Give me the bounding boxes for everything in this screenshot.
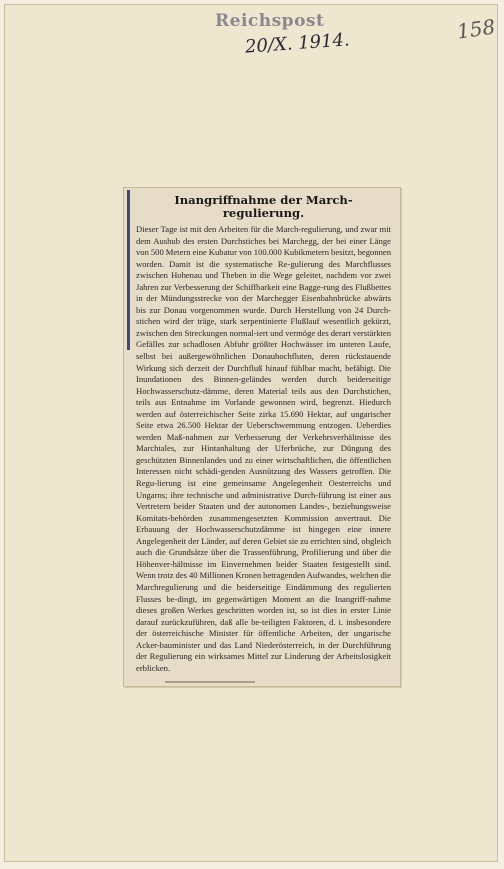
- newspaper-stamp: Reichspost: [215, 11, 325, 31]
- clipping-rule: [165, 681, 255, 683]
- article-title: Inangriffnahme der March-regulierung.: [174, 193, 353, 220]
- margin-mark: [127, 190, 130, 350]
- newspaper-clipping: [123, 187, 401, 687]
- archive-sheet: [4, 4, 498, 862]
- folio-number: 158: [455, 14, 497, 44]
- handwritten-date: 20/X. 1914.: [244, 29, 351, 58]
- article-body: Dieser Tage ist mit den Arbeiten für die March-regulierung, und zwar mit dem Aushub des ersten Durchstiches bei Marchegg, der bei einer Länge von 500 Metern eine Kubatur von 100.000 Kubikmetern besitzt, begonnen worden. Damit ist die systematische Re-gulierung des Marchflusses zwischen Hohenau und Theben in die Wege geleitet, nachdem vor zwei Jahren zur Verbesserung der Schiffbarkeit eine Bagge-rung des Flußbettes in der Mündungsstrecke von der Marchegger Eisenbahnbrücke abwärts bis zur Donau vorgenommen wurde. Durch Herstellung von 24 Durch-stichen wird der träge, stark serpentinierte Flußlauf wesentlich gekürzt, zwischen den Streckungen normal-iert und vermöge des derart verstärkten Gefälles zur schadlosen Abfuhr größter Hochwässer im unteren Laufe, selbst bei außergewöhnlichen Donauhochfluten, deren rückstauende Wirkung sich derzeit der Durchfluß hinauf fühlbar macht, befähigt. Die Inundationen des Binnen-geländes werden durch beiderseitige Hochwasserschutz-dämme, deren Material teils aus den Durchstichen, teils aus Entnahme im Vorlande gewonnen wird, begrenzt. Hiedurch werden auf österreichischer Seite zirka 15.690 Hektar, auf ungarischer Seite etwa 26.500 Hektar der Ueberschwemmung entzogen. Ueberdies werden Maß-nahmen zur Verbesserung der Verkehrsverhältnisse des Marchtales, zur Hintanhaltung der Uferbrüche, zur Düngung des geschützten Binnenlandes und zu einer wirtschaftlichen, die öffentlichen Interessen nicht schädi-genden Ausnützung des Wassers getroffen. Die Regu-lierung ist eine gemeinsame Angelegenheit Oesterreichs und Ungarns; ihre technische und administrative Durch-führung ist einer aus Vertretern beider Staaten und der autonomen Landes-, beziehungsweise Komitats-behörden zusammengesetzten Kommission anvertraut. Die Erbauung der Hochwasserschutzdämme ist hingegen eine innere Angelegenheit der Länder, auf deren Gebiet sie zu errichten sind, obgleich auch die Grundsätze über die Trassenführung, Profilierung und über die Höhenver-hältnisse im Einvernehmen beider Staaten festgestellt sind. Wenn trotz des 40 Millionen Kronen betragenden Aufwandes, welchen die Marchregulierung und die beiderseitige Eindämmung des regulierten Flusses be-dingt, im gegenwärtigen Moment an die Inangriff-nahme dieses großen Werkes geschritten worden ist, so ist dies in erster Linie darauf zurückzuführen, daß alle be-teiligten Faktoren, d. i. insbesondere der österreichische Minister für öffentliche Arbeiten, der ungarische Acker-bauminister und das Land Niederösterreich, in der Durchführung der Regulierung ein wirksames Mittel zur Linderung der Arbeitslosigkeit erblicken.: [136, 224, 391, 673]
